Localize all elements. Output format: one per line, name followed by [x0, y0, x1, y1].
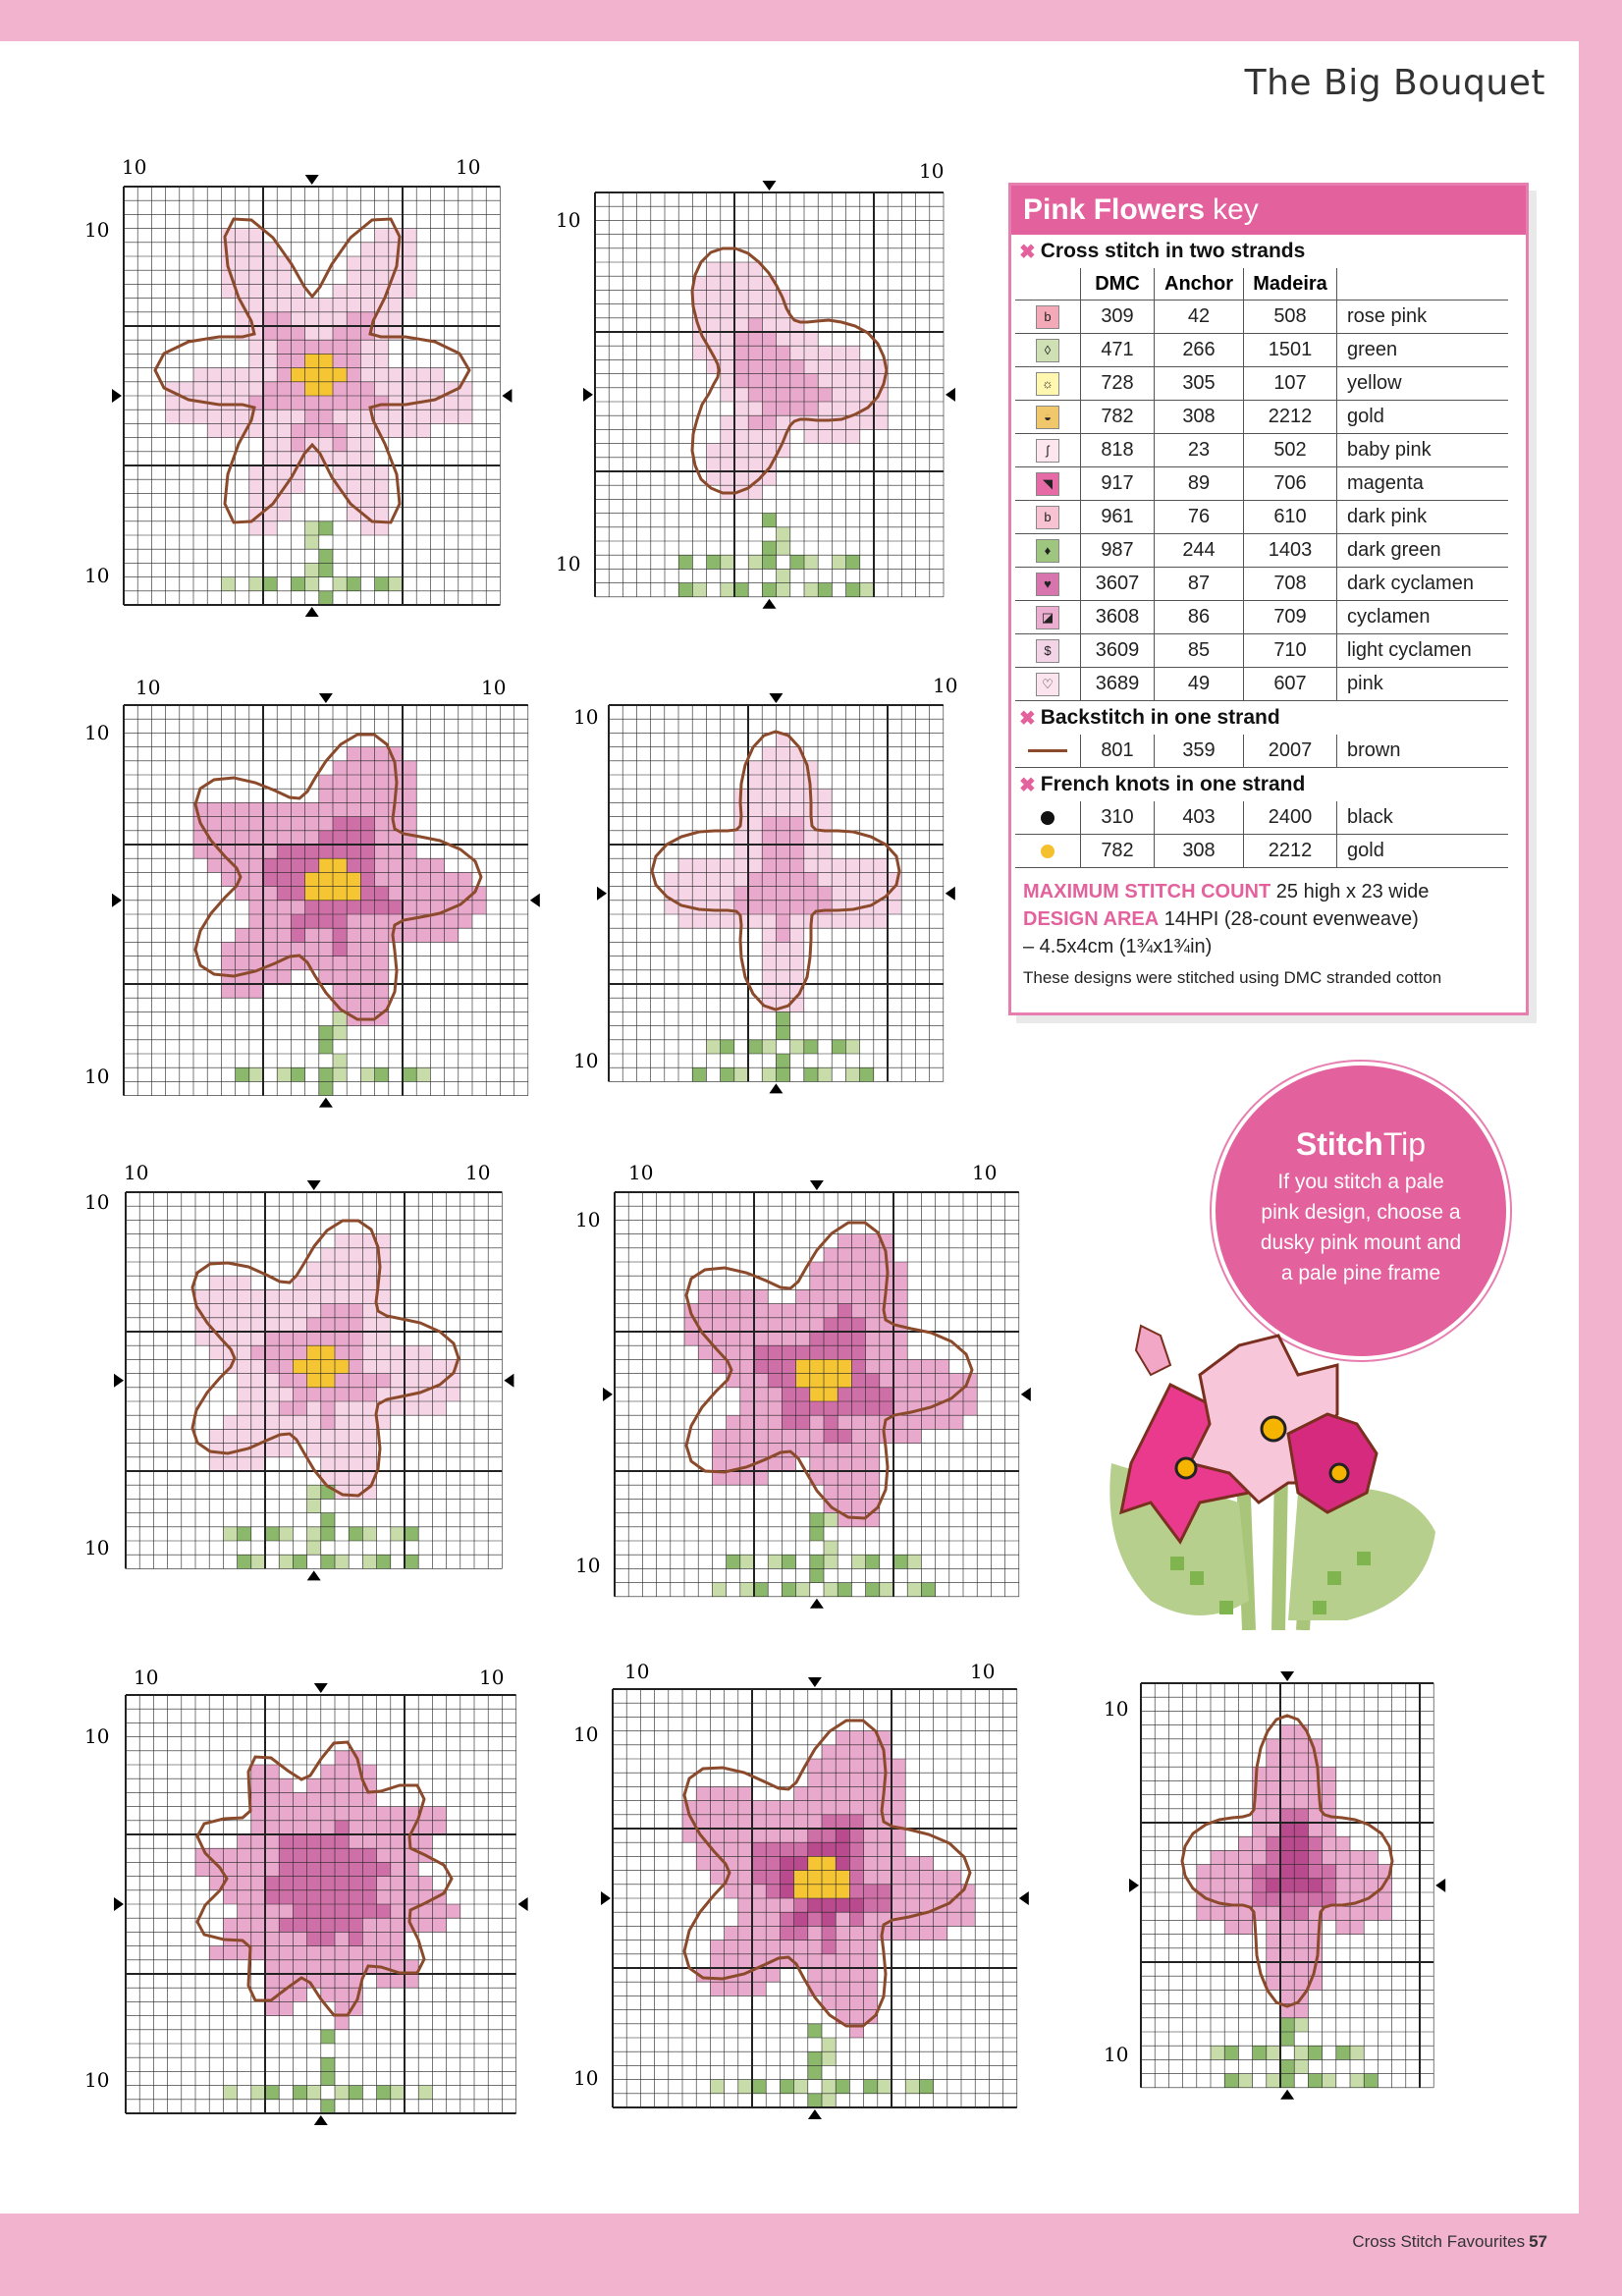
thread-name: rose pink — [1337, 301, 1509, 334]
table-row — [1015, 434, 1508, 467]
madeira-value: 2400 — [1244, 801, 1337, 835]
anchor-value: 403 — [1155, 801, 1244, 835]
magazine-name: Cross Stitch Favourites — [1352, 2232, 1526, 2251]
chart-lily-grid — [114, 177, 513, 629]
madeira-value: 502 — [1244, 434, 1337, 467]
anchor-value: 359 — [1155, 735, 1244, 768]
key-title: Pink Flowers — [1023, 193, 1206, 226]
thread-name: black — [1337, 801, 1509, 835]
chart-anemone-grid — [605, 1182, 1037, 1618]
page-frame-top — [0, 0, 1622, 41]
table-row — [1015, 467, 1508, 501]
symbol-swatch — [1015, 467, 1081, 501]
chart-count-label: 10 — [479, 1666, 505, 1689]
thread-name: gold — [1337, 835, 1509, 868]
anchor-value: 42 — [1155, 301, 1244, 334]
anchor-value: 305 — [1155, 367, 1244, 401]
backstitch-line-icon — [1015, 735, 1081, 768]
anchor-value: 49 — [1155, 668, 1244, 701]
chart-rose-pink — [114, 695, 546, 1112]
madeira-value: 708 — [1244, 568, 1337, 601]
stitch-symbol-icon: ◪ — [1036, 606, 1059, 629]
chart-count-label: 10 — [972, 1161, 998, 1184]
anchor-value: 308 — [1155, 401, 1244, 434]
chart-trumpet — [599, 695, 964, 1096]
stitch-symbol-icon: ◒ — [1036, 406, 1059, 429]
chart-count-label: 10 — [84, 564, 110, 587]
stitch-symbol-icon: $ — [1036, 639, 1059, 663]
page-frame-bottom — [0, 2214, 1622, 2296]
backstitch-table — [1015, 735, 1508, 768]
cross-stitch-title: Cross stitch in two strands — [1040, 240, 1306, 262]
table-row — [1015, 735, 1508, 768]
thread-name: cyclamen — [1337, 601, 1509, 634]
cross-icon: ✖ — [1019, 707, 1036, 730]
cross-icon: ✖ — [1019, 774, 1036, 796]
table-row — [1015, 801, 1508, 835]
french-knots-table — [1015, 801, 1508, 868]
symbol-swatch — [1015, 568, 1081, 601]
dmc-value: 3608 — [1081, 601, 1155, 634]
max-stitch-label: MAXIMUM STITCH COUNT — [1023, 881, 1271, 902]
stitch-symbol-icon: ◊ — [1036, 339, 1059, 362]
symbol-swatch — [1015, 301, 1081, 334]
max-stitch-value: 25 high x 23 wide — [1275, 881, 1430, 902]
thread-name: green — [1337, 334, 1509, 367]
anchor-value: 87 — [1155, 568, 1244, 601]
page-number: 57 — [1529, 2232, 1547, 2251]
dmc-value: 818 — [1081, 434, 1155, 467]
stitch-symbol-icon: ♡ — [1036, 673, 1059, 696]
chart-count-label: 10 — [84, 1724, 110, 1748]
chart-count-label: 10 — [628, 1161, 654, 1184]
chart-pansy — [1131, 1673, 1455, 2105]
anchor-value: 89 — [1155, 467, 1244, 501]
table-row — [1015, 835, 1508, 868]
chart-bellflower — [585, 183, 958, 615]
stitch-symbol-icon: ◥ — [1036, 472, 1059, 496]
chart-count-label: 10 — [465, 1161, 491, 1184]
madeira-value: 610 — [1244, 501, 1337, 534]
anchor-value: 76 — [1155, 501, 1244, 534]
page-title: The Big Bouquet — [1244, 63, 1545, 103]
knot-dot-icon — [1015, 801, 1081, 835]
chart-count-label: 10 — [919, 159, 945, 183]
dmc-value: 3609 — [1081, 634, 1155, 668]
chart-count-label: 10 — [84, 218, 110, 242]
col-name — [1337, 268, 1509, 301]
chart-blossom-grid — [116, 1182, 513, 1579]
cross-stitch-table — [1015, 268, 1508, 701]
table-row — [1015, 334, 1508, 367]
chart-count-label: 10 — [84, 1065, 110, 1088]
stitch-tip-body — [1216, 1167, 1506, 1288]
dmc-value: 917 — [1081, 467, 1155, 501]
chart-count-label: 10 — [575, 1554, 601, 1577]
dmc-value: 471 — [1081, 334, 1155, 367]
thread-name: dark green — [1337, 534, 1509, 568]
thread-name: brown — [1337, 735, 1509, 768]
chart-bellflower-grid — [585, 183, 958, 615]
thread-name: pink — [1337, 668, 1509, 701]
chart-carnation-grid — [116, 1685, 528, 2131]
madeira-value: 508 — [1244, 301, 1337, 334]
chart-count-label: 10 — [84, 1536, 110, 1559]
stitch-symbol-icon: b — [1036, 305, 1059, 329]
key-title-suffix: key — [1213, 193, 1259, 226]
chart-carnation — [116, 1685, 528, 2131]
symbol-swatch — [1015, 668, 1081, 701]
dmc-value: 3689 — [1081, 668, 1155, 701]
thread-name: gold — [1337, 401, 1509, 434]
thread-name: dark pink — [1337, 501, 1509, 534]
dmc-value: 309 — [1081, 301, 1155, 334]
cross-icon: ✖ — [1019, 241, 1036, 263]
madeira-value: 1501 — [1244, 334, 1337, 367]
table-row — [1015, 401, 1508, 434]
thread-name: yellow — [1337, 367, 1509, 401]
thread-name: baby pink — [1337, 434, 1509, 467]
thread-name: magenta — [1337, 467, 1509, 501]
chart-count-label: 10 — [573, 1722, 599, 1746]
table-row — [1015, 534, 1508, 568]
madeira-value: 710 — [1244, 634, 1337, 668]
chart-rose-pink-grid — [114, 695, 546, 1112]
chart-count-label: 10 — [122, 155, 147, 179]
anchor-value: 23 — [1155, 434, 1244, 467]
pink-primrose-illustration — [1092, 1306, 1455, 1630]
french-knots-heading — [1011, 768, 1526, 801]
stitch-tip-title — [1216, 1126, 1506, 1163]
design-area-label: DESIGN AREA — [1023, 908, 1160, 930]
anchor-value: 86 — [1155, 601, 1244, 634]
design-area-value: 14HPI (28-count evenweave) — [1163, 908, 1419, 930]
chart-count-label: 10 — [573, 1049, 599, 1072]
table-row — [1015, 601, 1508, 634]
key-header — [1011, 186, 1526, 235]
chart-count-label: 10 — [933, 674, 958, 697]
cross-stitch-heading — [1011, 235, 1526, 268]
chart-blossom — [116, 1182, 513, 1579]
dmc-value: 961 — [1081, 501, 1155, 534]
tip-line: a pale pine frame — [1280, 1262, 1441, 1285]
chart-count-label: 10 — [124, 1161, 149, 1184]
design-area-size: – 4.5x4cm (1¾x1¾in) — [1023, 936, 1213, 957]
knot-dot-icon — [1015, 835, 1081, 868]
madeira-value: 1403 — [1244, 534, 1337, 568]
page-frame-right — [1579, 0, 1622, 2296]
anchor-value: 266 — [1155, 334, 1244, 367]
table-row — [1015, 301, 1508, 334]
symbol-swatch — [1015, 334, 1081, 367]
dmc-value: 3607 — [1081, 568, 1155, 601]
pink-flowers-key — [1008, 183, 1529, 1015]
table-row — [1015, 568, 1508, 601]
dmc-value: 310 — [1081, 801, 1155, 835]
chart-count-label: 10 — [84, 721, 110, 744]
chart-lily — [114, 177, 513, 629]
chart-count-label: 10 — [573, 2066, 599, 2090]
stitch-symbol-icon: ☼ — [1036, 372, 1059, 396]
table-row — [1015, 634, 1508, 668]
chart-count-label: 10 — [573, 705, 599, 729]
symbol-swatch — [1015, 601, 1081, 634]
symbol-swatch — [1015, 534, 1081, 568]
chart-anemone — [605, 1182, 1037, 1618]
cotton-note: These designs were stitched using DMC stranded cotton — [1023, 968, 1442, 987]
madeira-value: 2212 — [1244, 835, 1337, 868]
symbol-swatch — [1015, 401, 1081, 434]
symbol-swatch — [1015, 367, 1081, 401]
symbol-swatch — [1015, 434, 1081, 467]
chart-count-label: 10 — [134, 1666, 159, 1689]
chart-count-label: 10 — [1104, 1697, 1129, 1721]
madeira-value: 107 — [1244, 367, 1337, 401]
col-madeira: Madeira — [1244, 268, 1337, 301]
chart-pansy-grid — [1131, 1673, 1455, 2105]
col-anchor: Anchor — [1155, 268, 1244, 301]
madeira-value: 2007 — [1244, 735, 1337, 768]
backstitch-title: Backstitch in one strand — [1040, 706, 1280, 729]
dmc-value: 728 — [1081, 367, 1155, 401]
chart-count-label: 10 — [1104, 2043, 1129, 2066]
chart-cyclamen-flower — [603, 1679, 1035, 2127]
anchor-value: 244 — [1155, 534, 1244, 568]
stitch-symbol-icon: ♦ — [1036, 539, 1059, 563]
tip-line: dusky pink mount and — [1260, 1231, 1462, 1254]
tip-line: If you stitch a pale — [1277, 1171, 1444, 1193]
chart-count-label: 10 — [84, 2068, 110, 2092]
anchor-value: 308 — [1155, 835, 1244, 868]
design-info — [1011, 868, 1526, 960]
chart-count-label: 10 — [135, 676, 161, 699]
chart-count-label: 10 — [84, 1190, 110, 1214]
madeira-value: 706 — [1244, 467, 1337, 501]
table-row — [1015, 501, 1508, 534]
chart-count-label: 10 — [481, 676, 507, 699]
madeira-value: 709 — [1244, 601, 1337, 634]
tip-title-light: Tip — [1382, 1126, 1427, 1162]
thread-name: dark cyclamen — [1337, 568, 1509, 601]
table-row — [1015, 367, 1508, 401]
stitched-flower-image — [1092, 1306, 1455, 1634]
dmc-value: 801 — [1081, 735, 1155, 768]
french-knots-title: French knots in one strand — [1040, 773, 1306, 795]
stitch-symbol-icon: ʃ — [1036, 439, 1059, 463]
chart-count-label: 10 — [556, 552, 581, 575]
col-symbol — [1015, 268, 1081, 301]
dmc-value: 782 — [1081, 835, 1155, 868]
anchor-value: 85 — [1155, 634, 1244, 668]
thread-name: light cyclamen — [1337, 634, 1509, 668]
chart-trumpet-grid — [599, 695, 964, 1096]
backstitch-heading — [1011, 701, 1526, 735]
table-row — [1015, 668, 1508, 701]
page-footer — [1352, 2232, 1547, 2252]
madeira-value: 2212 — [1244, 401, 1337, 434]
col-dmc: DMC — [1081, 268, 1155, 301]
symbol-swatch — [1015, 634, 1081, 668]
tip-title-bold: Stitch — [1295, 1126, 1383, 1162]
symbol-swatch — [1015, 501, 1081, 534]
chart-count-label: 10 — [624, 1660, 650, 1683]
dmc-value: 782 — [1081, 401, 1155, 434]
stitch-symbol-icon: ♥ — [1036, 573, 1059, 596]
chart-count-label: 10 — [575, 1208, 601, 1231]
chart-count-label: 10 — [970, 1660, 996, 1683]
chart-count-label: 10 — [456, 155, 481, 179]
tip-line: pink design, choose a — [1261, 1201, 1461, 1224]
chart-count-label: 10 — [556, 208, 581, 232]
chart-cyclamen-flower-grid — [603, 1679, 1035, 2127]
madeira-value: 607 — [1244, 668, 1337, 701]
dmc-value: 987 — [1081, 534, 1155, 568]
stitch-symbol-icon: b — [1036, 506, 1059, 529]
